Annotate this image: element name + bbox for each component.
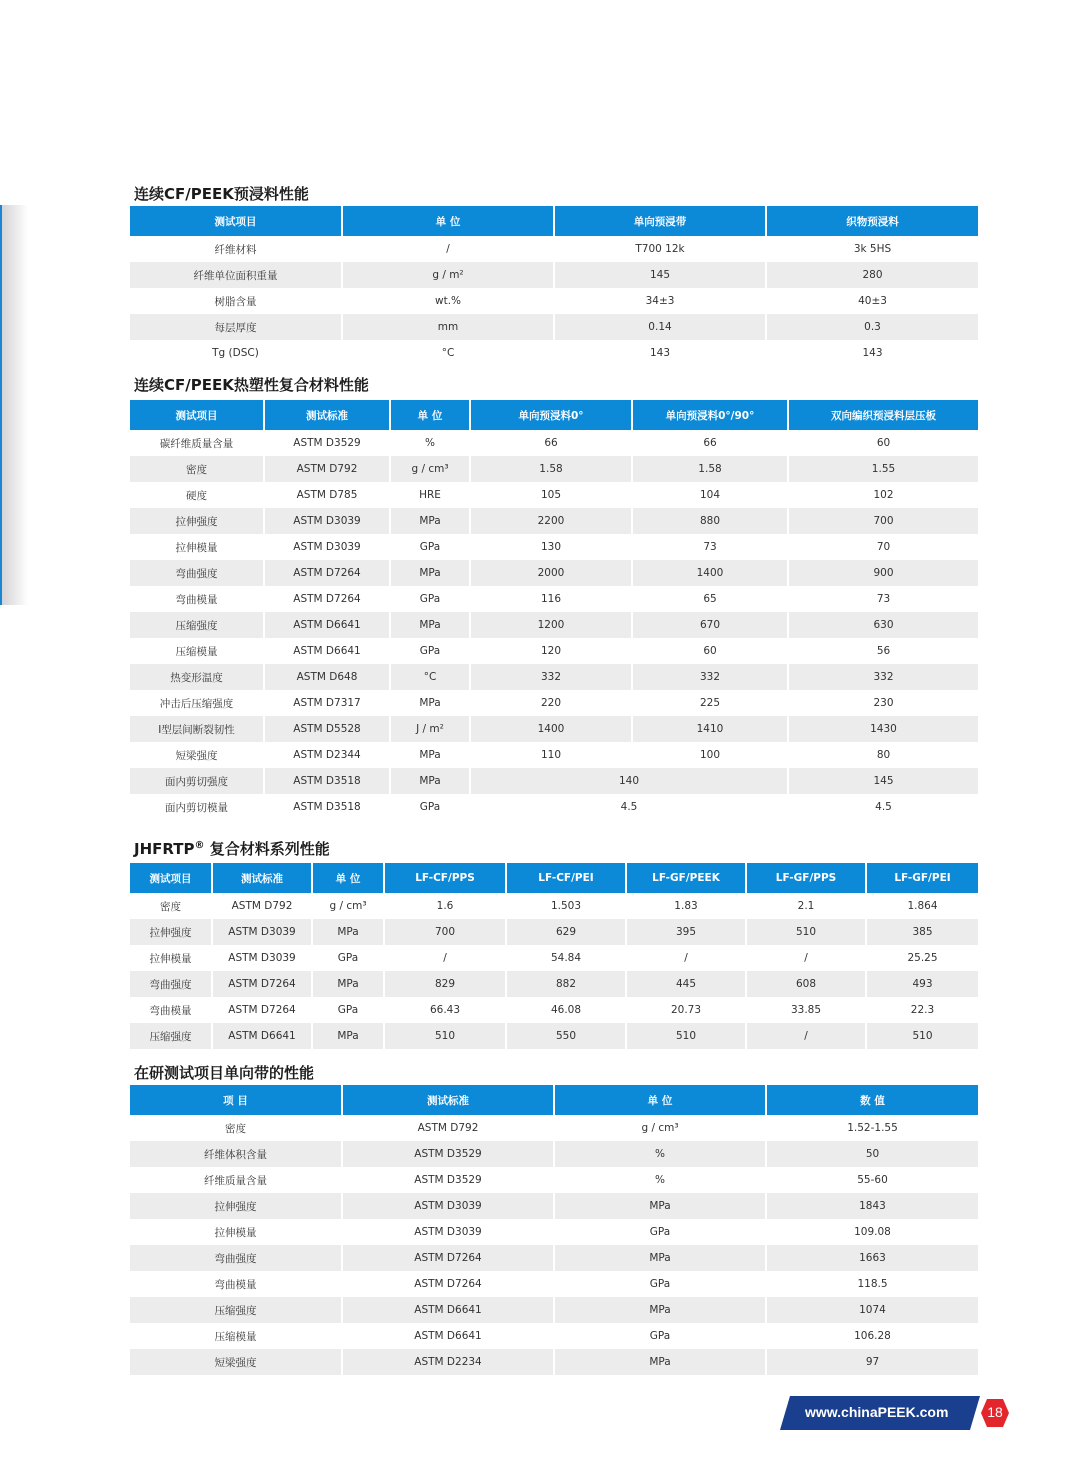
header-cell: 双向编织预浸料层压板 xyxy=(788,400,978,430)
table-cell: 拉伸强度 xyxy=(130,919,212,945)
table-cell: 弯曲强度 xyxy=(130,971,212,997)
table-cell: 104 xyxy=(632,482,788,508)
table-cell: 829 xyxy=(384,971,506,997)
table-cell: MPa xyxy=(554,1297,766,1323)
table-cell: MPa xyxy=(390,768,470,794)
table-row xyxy=(130,236,978,262)
table-cell: 1200 xyxy=(470,612,632,638)
jhfrtp-title-suffix: 复合材料系列性能 xyxy=(204,840,330,858)
table-cell: 1.864 xyxy=(866,893,978,919)
table-row xyxy=(130,508,978,534)
header-cell: 单 位 xyxy=(554,1085,766,1115)
header-cell: 单向预浸料0°/90° xyxy=(632,400,788,430)
table-cell: GPa xyxy=(554,1323,766,1349)
table-cell: / xyxy=(746,1023,866,1049)
table-cell: GPa xyxy=(554,1219,766,1245)
table-cell: 2.1 xyxy=(746,893,866,919)
table-cell: MPa xyxy=(390,612,470,638)
table-cell: ASTM D648 xyxy=(264,664,390,690)
table-cell: MPa xyxy=(554,1193,766,1219)
table-row xyxy=(130,716,978,742)
table-cell: 880 xyxy=(632,508,788,534)
table-cell: ASTM D792 xyxy=(264,456,390,482)
table-cell: 280 xyxy=(766,262,978,288)
composite-table xyxy=(130,400,978,820)
header-cell: 数 值 xyxy=(766,1085,978,1115)
table-cell: 230 xyxy=(788,690,978,716)
table-cell: 弯曲强度 xyxy=(130,560,264,586)
table-cell: 510 xyxy=(866,1023,978,1049)
table-cell: 弯曲模量 xyxy=(130,586,264,612)
table-cell: 22.3 xyxy=(866,997,978,1023)
table-cell: MPa xyxy=(390,508,470,534)
table-cell: 纤维材料 xyxy=(130,236,342,262)
table-cell: 1.83 xyxy=(626,893,746,919)
table-cell: 130 xyxy=(470,534,632,560)
table-cell: 33.85 xyxy=(746,997,866,1023)
table-cell: 硬度 xyxy=(130,482,264,508)
table-cell: MPa xyxy=(312,919,384,945)
table-cell: 700 xyxy=(788,508,978,534)
table-cell: 332 xyxy=(632,664,788,690)
table-cell: 60 xyxy=(788,430,978,456)
table-cell: 120 xyxy=(470,638,632,664)
table-cell: ASTM D3518 xyxy=(264,768,390,794)
table-cell: 纤维单位面积重量 xyxy=(130,262,342,288)
table-cell: GPa xyxy=(390,794,470,820)
jhfrtp-section-title xyxy=(134,838,330,859)
table-row xyxy=(130,742,978,768)
table-row xyxy=(130,893,978,919)
table-cell: 116 xyxy=(470,586,632,612)
table-cell: ASTM D792 xyxy=(342,1115,554,1141)
table-cell: ASTM D785 xyxy=(264,482,390,508)
table-cell: ASTM D7264 xyxy=(264,560,390,586)
table-row xyxy=(130,340,978,366)
table-cell: ASTM D3039 xyxy=(264,508,390,534)
table-row xyxy=(130,314,978,340)
table-cell: 670 xyxy=(632,612,788,638)
table-cell: 65 xyxy=(632,586,788,612)
table-cell: MPa xyxy=(554,1245,766,1271)
table-cell: / xyxy=(342,236,554,262)
table-cell: g / cm³ xyxy=(390,456,470,482)
table-cell: 118.5 xyxy=(766,1271,978,1297)
table-cell: 510 xyxy=(746,919,866,945)
table-cell: g / cm³ xyxy=(312,893,384,919)
table-cell: 弯曲模量 xyxy=(130,1271,342,1297)
table-cell: I型层间断裂韧性 xyxy=(130,716,264,742)
table-cell: J / m² xyxy=(390,716,470,742)
table-cell: ASTM D2234 xyxy=(342,1349,554,1375)
table-cell: ASTM D3039 xyxy=(342,1193,554,1219)
table-row xyxy=(130,1245,978,1271)
table-cell: ASTM D3518 xyxy=(264,794,390,820)
table-cell: T700 12k xyxy=(554,236,766,262)
table-cell: 105 xyxy=(470,482,632,508)
header-cell: 测试标准 xyxy=(264,400,390,430)
table-cell: 0.3 xyxy=(766,314,978,340)
table-cell: 4.5 xyxy=(788,794,978,820)
table-cell: 1400 xyxy=(470,716,632,742)
table-cell: 短梁强度 xyxy=(130,742,264,768)
table-cell: 压缩强度 xyxy=(130,1023,212,1049)
table-cell: % xyxy=(390,430,470,456)
table-cell: 882 xyxy=(506,971,626,997)
table-row xyxy=(130,430,978,456)
table-cell: ASTM D3529 xyxy=(264,430,390,456)
table-cell: 385 xyxy=(866,919,978,945)
jhfrtp-title-brand: JHFRTP xyxy=(134,840,195,858)
table-cell: 拉伸强度 xyxy=(130,508,264,534)
header-cell: 测试项目 xyxy=(130,863,212,893)
jhfrtp-header-row xyxy=(130,863,978,893)
table-cell: 66.43 xyxy=(384,997,506,1023)
table-cell: HRE xyxy=(390,482,470,508)
table-cell: MPa xyxy=(390,560,470,586)
table-cell: 66 xyxy=(470,430,632,456)
table-cell: 493 xyxy=(866,971,978,997)
table-row xyxy=(130,768,978,794)
header-cell: 测试项目 xyxy=(130,206,342,236)
table-cell: 每层厚度 xyxy=(130,314,342,340)
table-cell: ASTM D7264 xyxy=(342,1245,554,1271)
header-cell: 单 位 xyxy=(342,206,554,236)
table-cell: MPa xyxy=(312,971,384,997)
table-cell: / xyxy=(384,945,506,971)
table-cell: ASTM D6641 xyxy=(342,1323,554,1349)
page-edge-accent-line xyxy=(0,205,2,605)
table-cell: ASTM D2344 xyxy=(264,742,390,768)
table-row xyxy=(130,1349,978,1375)
table-row xyxy=(130,262,978,288)
table-cell: 629 xyxy=(506,919,626,945)
table-cell: ASTM D7317 xyxy=(264,690,390,716)
table-cell: 220 xyxy=(470,690,632,716)
table-cell: GPa xyxy=(390,586,470,612)
table-cell: ASTM D7264 xyxy=(342,1271,554,1297)
table-cell: 冲击后压缩强度 xyxy=(130,690,264,716)
table-row xyxy=(130,1141,978,1167)
table-row xyxy=(130,288,978,314)
table-cell: 纤维质量含量 xyxy=(130,1167,342,1193)
research-table xyxy=(130,1085,978,1375)
table-cell: GPa xyxy=(390,534,470,560)
table-cell: ASTM D6641 xyxy=(264,638,390,664)
table-cell: 树脂含量 xyxy=(130,288,342,314)
table-cell: 73 xyxy=(632,534,788,560)
table-row xyxy=(130,1023,978,1049)
page-number: 18 xyxy=(987,1404,1003,1420)
table-cell: 1663 xyxy=(766,1245,978,1271)
table-row xyxy=(130,1193,978,1219)
table-cell: 50 xyxy=(766,1141,978,1167)
table-cell: 1.55 xyxy=(788,456,978,482)
table-cell: 143 xyxy=(766,340,978,366)
table-cell: 73 xyxy=(788,586,978,612)
header-cell: 织物预浸料 xyxy=(766,206,978,236)
table-cell: 1.58 xyxy=(470,456,632,482)
table-cell: 97 xyxy=(766,1349,978,1375)
table-cell: 55-60 xyxy=(766,1167,978,1193)
table-cell: 2200 xyxy=(470,508,632,534)
table-cell: 60 xyxy=(632,638,788,664)
table-cell: 56 xyxy=(788,638,978,664)
table-row xyxy=(130,945,978,971)
table-cell: 4.5 xyxy=(470,794,788,820)
table-row xyxy=(130,1271,978,1297)
table-cell: 压缩模量 xyxy=(130,1323,342,1349)
table-cell: 109.08 xyxy=(766,1219,978,1245)
table-cell: 510 xyxy=(384,1023,506,1049)
table-cell: Tg (DSC) xyxy=(130,340,342,366)
table-cell: 143 xyxy=(554,340,766,366)
table-cell: 1843 xyxy=(766,1193,978,1219)
composite-header-row xyxy=(130,400,978,430)
table-cell: 900 xyxy=(788,560,978,586)
table-cell: ASTM D5528 xyxy=(264,716,390,742)
table-cell: 608 xyxy=(746,971,866,997)
table-cell: ASTM D3039 xyxy=(264,534,390,560)
jhfrtp-table xyxy=(130,863,978,1049)
table-cell: 100 xyxy=(632,742,788,768)
table-row xyxy=(130,690,978,716)
header-cell: 测试项目 xyxy=(130,400,264,430)
table-row xyxy=(130,1297,978,1323)
table-cell: GPa xyxy=(312,997,384,1023)
table-cell: ASTM D7264 xyxy=(212,997,312,1023)
header-cell: 单 位 xyxy=(390,400,470,430)
table-cell: 密度 xyxy=(130,1115,342,1141)
table-cell: ASTM D3039 xyxy=(342,1219,554,1245)
table-cell: 66 xyxy=(632,430,788,456)
table-row xyxy=(130,612,978,638)
table-cell: ASTM D3529 xyxy=(342,1167,554,1193)
header-cell: LF-GF/PEEK xyxy=(626,863,746,893)
table-cell: 压缩强度 xyxy=(130,612,264,638)
table-cell: 拉伸强度 xyxy=(130,1193,342,1219)
table-cell: 面内剪切强度 xyxy=(130,768,264,794)
table-cell: 1.58 xyxy=(632,456,788,482)
header-cell: 单向预浸带 xyxy=(554,206,766,236)
table-cell: 短梁强度 xyxy=(130,1349,342,1375)
table-cell: ASTM D792 xyxy=(212,893,312,919)
table-cell: 40±3 xyxy=(766,288,978,314)
table-cell: 热变形温度 xyxy=(130,664,264,690)
table-cell: 1.52-1.55 xyxy=(766,1115,978,1141)
table-cell: GPa xyxy=(554,1271,766,1297)
table-cell: / xyxy=(626,945,746,971)
table-cell: 54.84 xyxy=(506,945,626,971)
table-row xyxy=(130,560,978,586)
table-cell: 34±3 xyxy=(554,288,766,314)
table-cell: 630 xyxy=(788,612,978,638)
table-row xyxy=(130,534,978,560)
table-cell: 密度 xyxy=(130,456,264,482)
table-cell: 106.28 xyxy=(766,1323,978,1349)
table-cell: wt.% xyxy=(342,288,554,314)
table-cell: 0.14 xyxy=(554,314,766,340)
header-cell: LF-CF/PPS xyxy=(384,863,506,893)
table-cell: 102 xyxy=(788,482,978,508)
prepreg-header-row xyxy=(130,206,978,236)
table-cell: 332 xyxy=(788,664,978,690)
table-cell: ASTM D6641 xyxy=(264,612,390,638)
table-row xyxy=(130,482,978,508)
table-cell: MPa xyxy=(312,1023,384,1049)
table-cell: MPa xyxy=(390,690,470,716)
table-cell: 110 xyxy=(470,742,632,768)
table-cell: 纤维体积含量 xyxy=(130,1141,342,1167)
table-row xyxy=(130,1115,978,1141)
table-cell: 225 xyxy=(632,690,788,716)
header-cell: LF-CF/PEI xyxy=(506,863,626,893)
table-row xyxy=(130,456,978,482)
table-cell: ASTM D3529 xyxy=(342,1141,554,1167)
table-row xyxy=(130,1219,978,1245)
table-row xyxy=(130,1323,978,1349)
table-cell: 445 xyxy=(626,971,746,997)
table-cell: 拉伸模量 xyxy=(130,1219,342,1245)
table-cell: ASTM D7264 xyxy=(264,586,390,612)
table-cell: % xyxy=(554,1141,766,1167)
table-cell: 3k 5HS xyxy=(766,236,978,262)
table-cell: 1410 xyxy=(632,716,788,742)
table-cell: ASTM D3039 xyxy=(212,945,312,971)
prepreg-section-title: 连续CF/PEEK预浸料性能 xyxy=(134,185,309,203)
table-cell: / xyxy=(746,945,866,971)
table-row xyxy=(130,586,978,612)
table-cell: 70 xyxy=(788,534,978,560)
table-cell: 510 xyxy=(626,1023,746,1049)
header-cell: LF-GF/PPS xyxy=(746,863,866,893)
table-row xyxy=(130,919,978,945)
table-cell: ASTM D3039 xyxy=(212,919,312,945)
table-cell: GPa xyxy=(390,638,470,664)
table-cell: ASTM D6641 xyxy=(212,1023,312,1049)
website-link[interactable]: www.chinaPEEK.com xyxy=(805,1404,949,1420)
table-cell: 碳纤维质量含量 xyxy=(130,430,264,456)
table-cell: 拉伸模量 xyxy=(130,534,264,560)
table-cell: 1400 xyxy=(632,560,788,586)
table-cell: 700 xyxy=(384,919,506,945)
header-cell: 测试标准 xyxy=(212,863,312,893)
table-cell: MPa xyxy=(390,742,470,768)
table-row xyxy=(130,664,978,690)
table-cell: mm xyxy=(342,314,554,340)
table-cell: 550 xyxy=(506,1023,626,1049)
table-cell: 压缩模量 xyxy=(130,638,264,664)
header-cell: LF-GF/PEI xyxy=(866,863,978,893)
table-cell: 80 xyxy=(788,742,978,768)
table-row xyxy=(130,638,978,664)
table-row xyxy=(130,997,978,1023)
table-cell: GPa xyxy=(312,945,384,971)
table-cell: 20.73 xyxy=(626,997,746,1023)
table-cell: 1.503 xyxy=(506,893,626,919)
table-cell: 1.6 xyxy=(384,893,506,919)
table-cell: g / cm³ xyxy=(554,1115,766,1141)
table-cell: 密度 xyxy=(130,893,212,919)
table-cell: 弯曲模量 xyxy=(130,997,212,1023)
registered-mark: ® xyxy=(194,840,205,851)
table-cell: 2000 xyxy=(470,560,632,586)
research-section-title: 在研测试项目单向带的性能 xyxy=(134,1064,315,1082)
table-cell: 395 xyxy=(626,919,746,945)
table-cell: 145 xyxy=(788,768,978,794)
table-cell: °C xyxy=(342,340,554,366)
table-cell: MPa xyxy=(554,1349,766,1375)
table-cell: 拉伸模量 xyxy=(130,945,212,971)
composite-section-title: 连续CF/PEEK热塑性复合材料性能 xyxy=(134,376,369,394)
table-cell: 压缩强度 xyxy=(130,1297,342,1323)
table-cell: 140 xyxy=(470,768,788,794)
table-row xyxy=(130,794,978,820)
table-cell: 1430 xyxy=(788,716,978,742)
table-cell: 46.08 xyxy=(506,997,626,1023)
table-cell: 面内剪切模量 xyxy=(130,794,264,820)
table-cell: ASTM D6641 xyxy=(342,1297,554,1323)
header-cell: 项 目 xyxy=(130,1085,342,1115)
header-cell: 单向预浸料0° xyxy=(470,400,632,430)
header-cell: 测试标准 xyxy=(342,1085,554,1115)
table-cell: 332 xyxy=(470,664,632,690)
table-row xyxy=(130,971,978,997)
table-cell: 25.25 xyxy=(866,945,978,971)
table-row xyxy=(130,1167,978,1193)
table-cell: ASTM D7264 xyxy=(212,971,312,997)
table-cell: 弯曲强度 xyxy=(130,1245,342,1271)
prepreg-table xyxy=(130,206,978,366)
header-cell: 单 位 xyxy=(312,863,384,893)
table-cell: % xyxy=(554,1167,766,1193)
table-cell: 1074 xyxy=(766,1297,978,1323)
table-cell: 145 xyxy=(554,262,766,288)
table-cell: °C xyxy=(390,664,470,690)
table-cell: g / m² xyxy=(342,262,554,288)
research-header-row xyxy=(130,1085,978,1115)
page-edge-shadow xyxy=(0,205,28,605)
